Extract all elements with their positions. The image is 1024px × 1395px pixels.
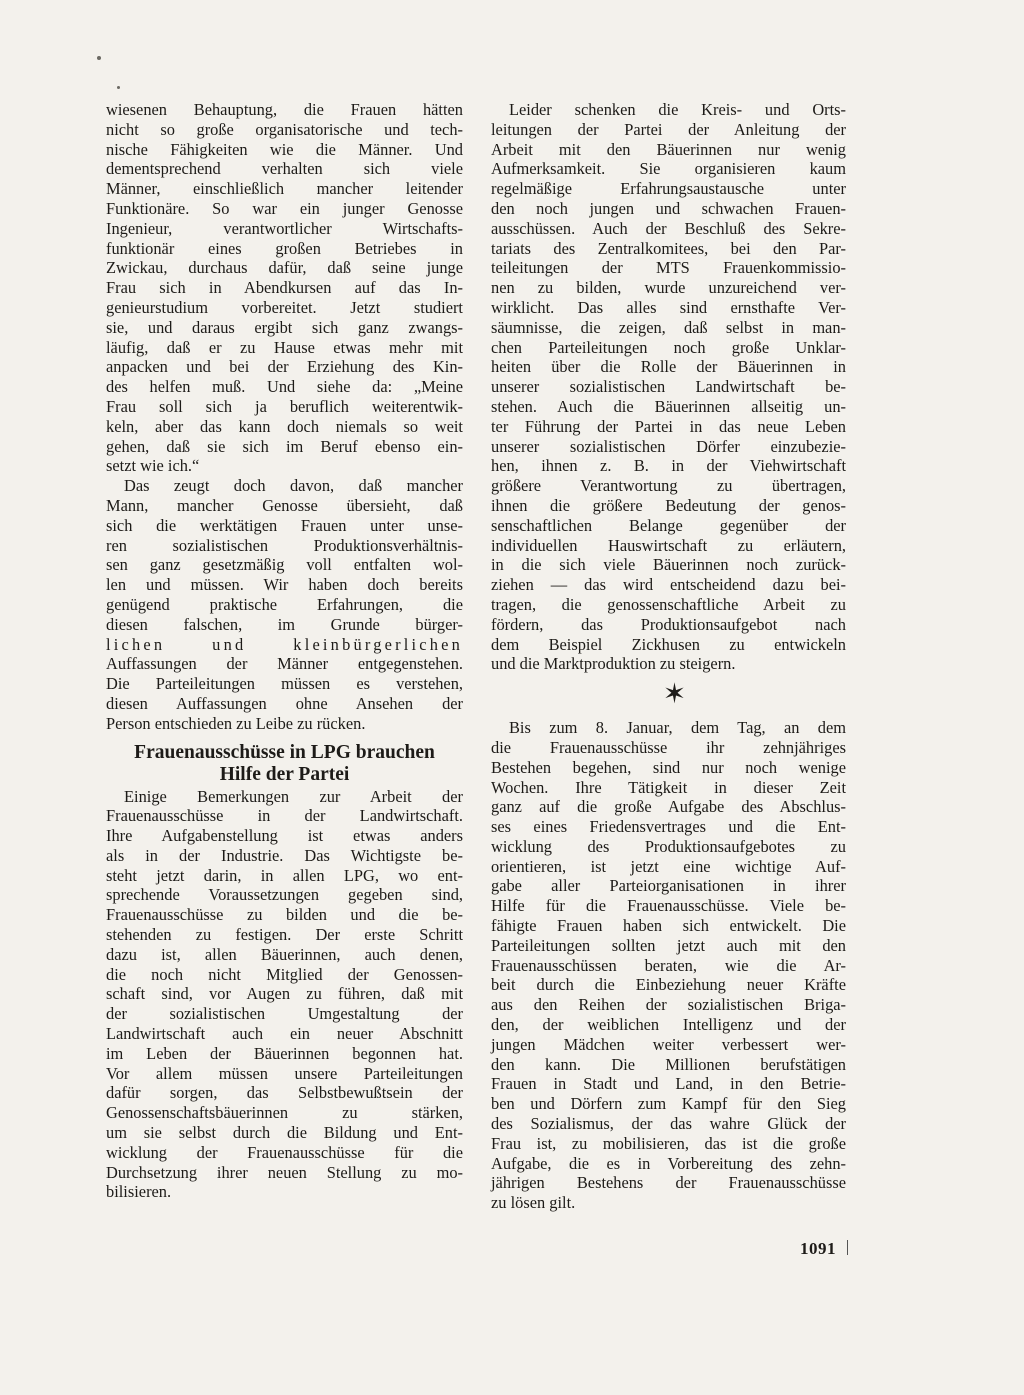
text-line: als in der Industrie. Das Wichtigste be- xyxy=(106,845,463,865)
text-line: len und müssen. Wir haben doch bereits xyxy=(106,575,463,595)
text-line: Genossenschaftsbäuerinnen zu stärken, xyxy=(106,1103,463,1123)
text-line: und die Marktproduktion zu steigern. xyxy=(491,654,736,674)
text-line: Ihre Aufgabenstellung ist etwas anders xyxy=(106,826,463,846)
text-line: Frauenausschüssen beraten, wie die Ar- xyxy=(491,955,846,975)
text-line: aus den Reihen der sozialistischen Briga- xyxy=(491,995,846,1015)
text-line: Die Parteileitungen müssen es verstehen, xyxy=(106,674,463,694)
text-line: tariats des Zentralkomitees, bei den Par- xyxy=(491,238,846,258)
text-line: teileitungen der MTS Frauenkommissio- xyxy=(491,258,846,278)
text-line: den kann. Die Millionen berufstätigen xyxy=(491,1054,846,1074)
text-line: wiesenen Behauptung, die Frauen hätten xyxy=(106,100,463,119)
text-line: Hilfe für die Frauenausschüsse. Viele be- xyxy=(491,896,846,916)
text-line: nicht so große organisatorische und tech- xyxy=(106,119,463,139)
text-line: unserer sozialistischen Dörfer einzubezie- xyxy=(491,436,846,456)
section-heading xyxy=(106,742,463,787)
text-line: setzt wie ich.“ xyxy=(106,456,200,476)
text-line: Bestehen begehen, sind nur noch wenige xyxy=(491,757,846,777)
text-line: sie, und daraus ergibt sich ganz zwangs- xyxy=(106,317,463,337)
print-speck xyxy=(97,56,101,60)
text-line: in die sich viele Bäuerinnen noch zurück- xyxy=(491,555,846,575)
paragraph-2 xyxy=(106,476,463,733)
text-line: ben und Dörfern zum Kampf für den Sieg xyxy=(491,1094,846,1114)
text-line: sen ganz gesetzmäßig voll entfalten wol- xyxy=(106,555,463,575)
heading-line: Frauenausschüsse in LPG brauchen xyxy=(134,741,435,763)
text-line: Auffassungen der Männer entgegenstehen. xyxy=(106,654,463,674)
text-line: um sie selbst durch die Bildung und Ent- xyxy=(106,1123,463,1143)
text-line: wirklicht. Das alles sind ernsthafte Ver- xyxy=(491,297,846,317)
text-line: ausschüssen. Auch der Beschluß des Sekre- xyxy=(491,218,846,238)
text-line: Arbeit mit den Bäuerinnen nur wenig xyxy=(491,139,846,159)
text-line: ziehen — das wird entscheidend dazu bei- xyxy=(491,575,846,595)
text-line: des Sozialismus, der das wahre Glück der xyxy=(491,1114,846,1134)
text-line: genieurstudium vorbereitet. Jetzt studiert xyxy=(106,297,463,317)
text-line: Frau soll sich ja beruflich weiterentwik- xyxy=(106,396,463,416)
text-line: orientieren, ist jetzt eine wichtige Auf- xyxy=(491,856,846,876)
text-line: nen zu bilden, wurde unzureichend ver- xyxy=(491,278,846,298)
text-line: die Frauenausschüsse ihr zehnjähriges xyxy=(491,737,846,757)
text-line: Das zeugt doch davon, daß mancher xyxy=(124,476,463,496)
left-column xyxy=(106,100,463,1202)
text-line: individuellen Hauswirtschaft zu erläutern, xyxy=(491,535,846,555)
text-line: den noch jungen und schwachen Frauen- xyxy=(491,198,846,218)
text-line: stehenden zu festigen. Der erste Schritt xyxy=(106,925,463,945)
text-line: Ingenieur, verantwortlicher Wirtschafts- xyxy=(106,218,463,238)
text-line: Frau ist, zu mobilisieren, das ist die große xyxy=(491,1133,846,1153)
text-line: hen, ihnen z. B. in der Viehwirtschaft xyxy=(491,456,846,476)
text-line: ganz auf die große Aufgabe des Abschlus- xyxy=(491,797,846,817)
text-line: die noch nicht Mitglied der Genossen- xyxy=(106,964,463,984)
text-line: zu lösen gilt. xyxy=(491,1193,576,1213)
text-line: gehen, daß sie sich im Beruf ebenso ein- xyxy=(106,436,463,456)
heading-line: Hilfe der Partei xyxy=(219,764,350,785)
text-line: schaft sind, vor Augen zu führen, daß mit xyxy=(106,984,463,1004)
text-line: Leider schenken die Kreis- und Orts- xyxy=(509,100,846,119)
text-line: Wochen. Ihre Tätigkeit in dieser Zeit xyxy=(491,777,846,797)
paragraph-3 xyxy=(106,787,463,1203)
text-line: genügend praktische Erfahrungen, die xyxy=(106,594,463,614)
text-line: ihnen die größere Bedeutung der genos- xyxy=(491,495,846,515)
text-line: lichen und kleinbürgerlichen xyxy=(106,634,463,654)
text-line: größere Verantwortung zu übertragen, xyxy=(491,476,846,496)
paragraph-4 xyxy=(491,100,846,674)
text-line: Aufgabe, die es in Vorbereitung des zehn- xyxy=(491,1153,846,1173)
text-line: bilisieren. xyxy=(106,1182,172,1202)
text-line: stehen. Auch die Bäuerinnen allseitig un- xyxy=(491,396,846,416)
text-line: ren sozialistischen Produktionsverhältnis- xyxy=(106,535,463,555)
text-line: Frauen in Stadt und Land, in den Betrie- xyxy=(491,1074,846,1094)
text-line: heiten über die Rolle der Bäuerinnen in xyxy=(491,357,846,377)
text-line: ses eines Friedensvertrages und die Ent- xyxy=(491,817,846,837)
print-speck xyxy=(117,86,120,89)
text-line: jungen Mädchen weiter verbessert wer- xyxy=(491,1034,846,1054)
text-line: Zwickau, durchaus dafür, daß seine junge xyxy=(106,258,463,278)
text-line: Durchsetzung ihrer neuen Stellung zu mo- xyxy=(106,1162,463,1182)
text-line: säumnisse, die zeigen, daß selbst in man- xyxy=(491,317,846,337)
paragraph-5 xyxy=(491,718,846,1213)
text-line: diesen Auffassungen ohne Ansehen der xyxy=(106,693,463,713)
text-line: sprechende Voraussetzungen gegeben sind, xyxy=(106,885,463,905)
text-line: Aufmerksamkeit. Sie organisieren kaum xyxy=(491,159,846,179)
text-line: tragen, die genossenschaftliche Arbeit zu xyxy=(491,594,846,614)
text-line: Bis zum 8. Januar, dem Tag, an dem xyxy=(509,718,846,738)
text-line: Männer, einschließlich mancher leitender xyxy=(106,179,463,199)
text-line: regelmäßige Erfahrungsaustausche unter xyxy=(491,179,846,199)
text-line: beit durch die Einbeziehung neuer Kräfte xyxy=(491,975,846,995)
text-line: Einige Bemerkungen zur Arbeit der xyxy=(124,786,463,806)
text-line: Parteileitungen sollten jetzt auch mit den xyxy=(491,935,846,955)
text-line: Funktionäre. So war ein junger Genosse xyxy=(106,198,463,218)
text-line: den, der weiblichen Intelligenz und der xyxy=(491,1015,846,1035)
text-line: Frauenausschüsse in der Landwirtschaft. xyxy=(106,806,463,826)
text-line: Mann, mancher Genosse übersieht, daß xyxy=(106,495,463,515)
text-line: dementsprechend verhalten sich viele xyxy=(106,159,463,179)
text-line: Person entschieden zu Leibe zu rücken. xyxy=(106,713,366,733)
text-line: diesen falschen, im Grunde bürger- xyxy=(106,614,463,634)
text-line: funktionär eines großen Betriebes in xyxy=(106,238,463,258)
text-line: unserer sozialistischen Landwirtschaft be- xyxy=(491,377,846,397)
text-line: ter Führung der Partei in das neue Leben xyxy=(491,416,846,436)
text-line: dafür sorgen, das Selbstbewußtsein der xyxy=(106,1083,463,1103)
page-number: 1091 xyxy=(800,1239,836,1258)
text-line: anpacken und bei der Erziehung des Kin- xyxy=(106,357,463,377)
text-line: fördern, das Produktionsaufgebot nach xyxy=(491,614,846,634)
text-line: der sozialistischen Umgestaltung der xyxy=(106,1004,463,1024)
page-margin-mark xyxy=(847,1240,848,1255)
text-line: nische Fähigkeiten wie die Männer. Und xyxy=(106,139,463,159)
paragraph-1 xyxy=(106,100,463,476)
text-line: gabe aller Parteiorganisationen in ihrer xyxy=(491,876,846,896)
section-separator-star: ✶ xyxy=(662,679,687,711)
text-line: läufig, daß er zu Hause etwas mehr mit xyxy=(106,337,463,357)
text-line: keln, aber das kann doch niemals so weit xyxy=(106,416,463,436)
text-line: jährigen Bestehens der Frauenausschüsse xyxy=(491,1173,846,1193)
text-line: steht jetzt darin, in allen LPG, wo ent- xyxy=(106,865,463,885)
text-line: fähigte Frauen haben sich entwickelt. Die xyxy=(491,916,846,936)
text-line: dazu ist, allen Bäuerinnen, auch denen, xyxy=(106,944,463,964)
text-line: dem Beispiel Zickhusen zu entwickeln xyxy=(491,634,846,654)
text-line: Landwirtschaft auch ein neuer Abschnitt xyxy=(106,1024,463,1044)
text-line: wicklung des Produktionsaufgebotes zu xyxy=(491,836,846,856)
text-line: leitungen der Partei der Anleitung der xyxy=(491,119,846,139)
text-line: wicklung der Frauenausschüsse für die xyxy=(106,1142,463,1162)
text-line: Frau sich in Abendkursen auf das In- xyxy=(106,278,463,298)
text-line: chen Parteileitungen noch große Unklar- xyxy=(491,337,846,357)
right-column xyxy=(491,100,846,1213)
text-line: im Leben der Bäuerinnen begonnen hat. xyxy=(106,1043,463,1063)
text-line: Vor allem müssen unsere Parteileitungen xyxy=(106,1063,463,1083)
text-line: senschaftlichen Belange gegenüber der xyxy=(491,515,846,535)
text-line: des helfen muß. Und siehe da: „Meine xyxy=(106,377,463,397)
text-line: sich die werktätigen Frauen unter unse- xyxy=(106,515,463,535)
text-line: Frauenausschüsse zu bilden und die be- xyxy=(106,905,463,925)
